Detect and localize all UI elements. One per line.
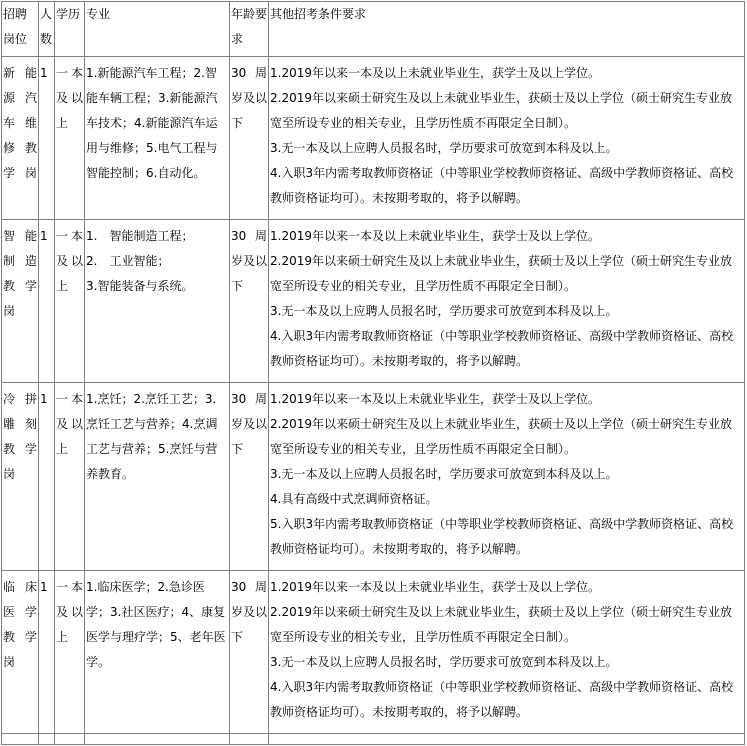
row-position: 冷拼雕刻教学岗 bbox=[2, 383, 39, 571]
requirement-item: 3.无一本及以上应聘人员报名时，学历要求可放宽到本科及以上。 bbox=[270, 304, 618, 318]
requirement-item: 5.入职3年内需考取教师资格证（中等职业学校教师资格证、高级中学教师资格证、高校教师资格证均可）。未按期考取的，将予以解聘。 bbox=[270, 517, 734, 556]
requirement-item: 2.2019年以来硕士研究生及以上未就业毕业生，获硕士及以上学位（硕士研究生专业放宽至所设专业的相关专业，且学历性质不再限定全日制）。 bbox=[270, 417, 732, 456]
requirement-item: 2.2019年以来硕士研究生及以上未就业毕业生，获硕士及以上学位（硕士研究生专业放宽至所设专业的相关专业，且学历性质不再限定全日制）。 bbox=[270, 605, 732, 644]
table-row bbox=[2, 571, 745, 734]
table-row bbox=[2, 57, 745, 220]
row-count: 1 bbox=[39, 220, 55, 383]
row-requirements bbox=[269, 383, 745, 571]
major-item: 1. 智能制造工程； bbox=[86, 229, 194, 243]
major-item: 2. 工业智能； bbox=[86, 254, 170, 268]
row-age: 30周岁及以下 bbox=[230, 571, 269, 734]
row-education: 一本及以上 bbox=[55, 383, 85, 571]
row-requirements bbox=[269, 220, 745, 383]
requirement-item: 4.入职3年内需考取教师资格证（中等职业学校教师资格证、高级中学教师资格证、高校教师资格证均可）。未按期考取的，将予以解聘。 bbox=[270, 166, 734, 205]
requirement-item: 3.无一本及以上应聘人员报名时，学历要求可放宽到本科及以上。 bbox=[270, 141, 618, 155]
header-position: 招聘岗位 bbox=[2, 2, 39, 57]
table-header-row bbox=[2, 2, 745, 57]
row-education: 一本及以上 bbox=[55, 57, 85, 220]
table-row-partial bbox=[2, 734, 745, 745]
requirement-item: 2.2019年以来硕士研究生及以上未就业毕业生，获硕士及以上学位（硕士研究生专业放宽至所设专业的相关专业，且学历性质不再限定全日制）。 bbox=[270, 254, 732, 293]
row-age: 30周岁及以下 bbox=[230, 57, 269, 220]
header-age: 年龄要求 bbox=[230, 2, 269, 57]
row-count: 1 bbox=[39, 57, 55, 220]
row-requirements bbox=[269, 571, 745, 734]
requirement-item: 1.2019年以来一本及以上未就业毕业生，获学士及以上学位。 bbox=[270, 66, 600, 80]
row-position: 临床医学教学岗 bbox=[2, 571, 39, 734]
row-age: 30周岁及以下 bbox=[230, 383, 269, 571]
requirement-item: 4.入职3年内需考取教师资格证（中等职业学校教师资格证、高级中学教师资格证、高校教师资格证均可）。未按期考取的，将予以解聘。 bbox=[270, 329, 734, 368]
row-major: 1.烹饪；2.烹饪工艺；3.烹饪工艺与营养；4.烹调工艺与营养；5.烹饪与营养教育。 bbox=[85, 383, 230, 571]
table-row bbox=[2, 383, 745, 571]
row-requirements bbox=[269, 57, 745, 220]
requirement-item: 1.2019年以来一本及以上未就业毕业生，获学士及以上学位。 bbox=[270, 229, 600, 243]
header-other: 其他招考条件要求 bbox=[269, 2, 745, 57]
table-row bbox=[2, 220, 745, 383]
row-count: 1 bbox=[39, 571, 55, 734]
requirement-item: 3.无一本及以上应聘人员报名时，学历要求可放宽到本科及以上。 bbox=[270, 655, 618, 669]
requirement-item: 3.无一本及以上应聘人员报名时，学历要求可放宽到本科及以上。 bbox=[270, 467, 618, 481]
requirement-item: 2.2019年以来硕士研究生及以上未就业毕业生，获硕士及以上学位（硕士研究生专业放宽至所设专业的相关专业，且学历性质不再限定全日制）。 bbox=[270, 91, 732, 130]
row-education: 一本及以上 bbox=[55, 571, 85, 734]
row-position: 智能制造教学岗 bbox=[2, 220, 39, 383]
row-major: 1.临床医学；2.急诊医学；3.社区医疗；4、康复医学与理疗学；5、老年医学。 bbox=[85, 571, 230, 734]
row-count: 1 bbox=[39, 383, 55, 571]
row-age: 30周岁及以下 bbox=[230, 220, 269, 383]
requirement-item: 1.2019年以来一本及以上未就业毕业生，获学士及以上学位。 bbox=[270, 580, 600, 594]
recruitment-table bbox=[1, 1, 745, 745]
requirement-item: 4.入职3年内需考取教师资格证（中等职业学校教师资格证、高级中学教师资格证、高校教师资格证均可）。未按期考取的，将予以解聘。 bbox=[270, 680, 734, 719]
major-item: 3.智能装备与系统。 bbox=[86, 279, 194, 293]
row-education: 一本及以上 bbox=[55, 220, 85, 383]
requirement-item: 1.2019年以来一本及以上未就业毕业生，获学士及以上学位。 bbox=[270, 392, 600, 406]
requirement-item: 4.具有高级中式烹调师资格证。 bbox=[270, 492, 438, 506]
header-major: 专业 bbox=[85, 2, 230, 57]
header-education: 学历 bbox=[55, 2, 85, 57]
header-count: 人数 bbox=[39, 2, 55, 57]
row-major: 1.新能源汽车工程；2.智能车辆工程；3.新能源汽车技术；4.新能源汽车运用与维修；5.电气工程与智能控制；6.自动化。 bbox=[85, 57, 230, 220]
row-position: 新能源汽车维修教学岗 bbox=[2, 57, 39, 220]
row-major bbox=[85, 220, 230, 383]
